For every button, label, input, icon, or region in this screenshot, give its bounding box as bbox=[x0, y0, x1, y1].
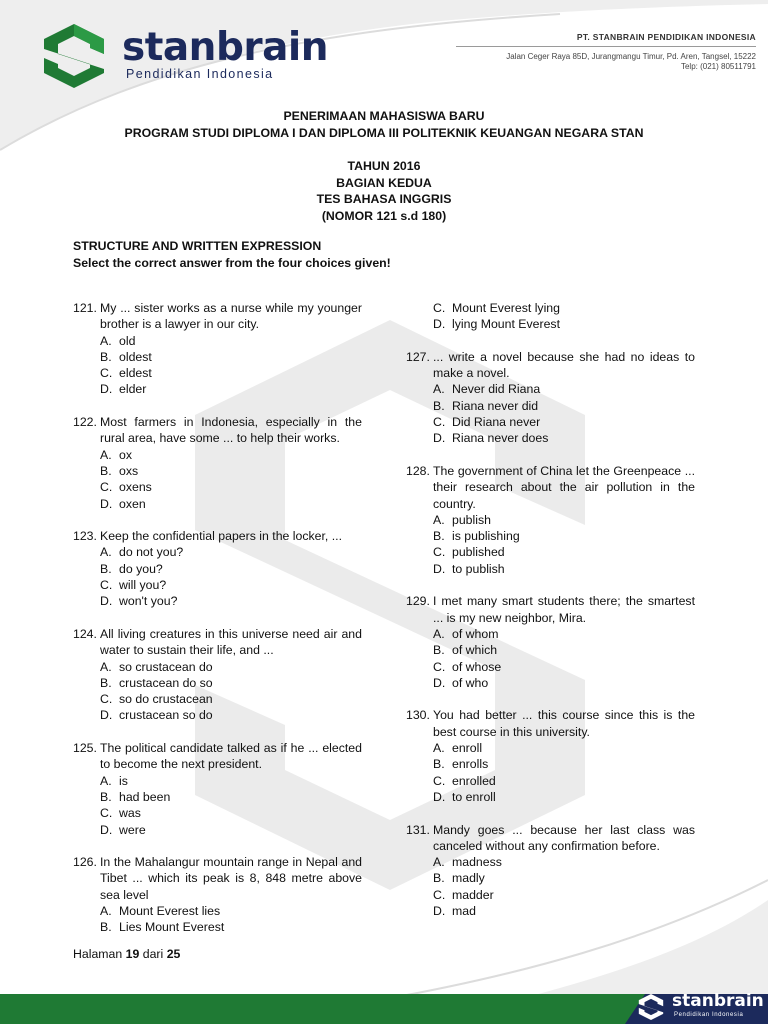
option-letter: C. bbox=[433, 415, 446, 430]
answer-option bbox=[406, 544, 696, 560]
question-stem bbox=[73, 528, 363, 544]
question-item bbox=[73, 626, 363, 724]
question-number: 126. bbox=[73, 855, 97, 870]
option-text: Riana never did bbox=[452, 398, 539, 413]
answer-option bbox=[406, 414, 696, 430]
option-text: madly bbox=[452, 871, 485, 886]
option-letter: A. bbox=[433, 741, 445, 756]
title-year: TAHUN 2016 bbox=[347, 159, 421, 173]
brand-logo bbox=[42, 22, 332, 92]
section-heading bbox=[73, 238, 391, 271]
option-letter: C. bbox=[433, 659, 446, 674]
option-letter: B. bbox=[100, 920, 112, 935]
answer-option bbox=[406, 870, 696, 886]
option-letter: A. bbox=[100, 903, 112, 918]
option-letter: D. bbox=[433, 317, 446, 332]
answer-option bbox=[406, 512, 696, 528]
answer-option bbox=[73, 675, 363, 691]
answer-option bbox=[406, 642, 696, 658]
option-text: ox bbox=[119, 447, 132, 462]
answer-option bbox=[73, 903, 363, 919]
question-item bbox=[73, 300, 363, 398]
option-text: of who bbox=[452, 675, 489, 690]
answer-option bbox=[406, 381, 696, 397]
question-number: 121. bbox=[73, 301, 97, 315]
answer-option bbox=[73, 789, 363, 805]
option-letter: C. bbox=[433, 545, 446, 560]
option-text: madness bbox=[452, 855, 502, 870]
question-text: Keep the confidential papers in the locker, ... bbox=[100, 529, 342, 544]
answer-option bbox=[406, 528, 696, 544]
option-text: is bbox=[119, 773, 128, 788]
section-title: STRUCTURE AND WRITTEN EXPRESSION bbox=[73, 239, 322, 253]
question-text: In the Mahalangur mountain range in Nepal and Tibet ... which its peak is 8, 848 metre above sea level bbox=[100, 855, 362, 902]
option-letter: B. bbox=[100, 561, 112, 576]
option-letter: A. bbox=[433, 382, 445, 397]
option-text: enroll bbox=[452, 741, 483, 756]
answer-option bbox=[73, 773, 363, 789]
option-text: Mount Everest lies bbox=[119, 903, 221, 918]
option-text: so crustacean do bbox=[119, 659, 213, 674]
option-text: old bbox=[119, 333, 136, 348]
answer-option bbox=[406, 903, 696, 919]
option-letter: D. bbox=[433, 561, 446, 576]
answer-option bbox=[73, 479, 363, 495]
option-text: Mount Everest lying bbox=[452, 301, 560, 315]
question-item bbox=[73, 740, 363, 838]
question-item bbox=[73, 854, 363, 935]
answer-option bbox=[73, 707, 363, 723]
question-number: 129. bbox=[406, 594, 430, 609]
answer-option bbox=[406, 740, 696, 756]
option-text: was bbox=[119, 806, 141, 821]
option-letter: B. bbox=[100, 349, 112, 364]
answer-option bbox=[406, 300, 696, 316]
question-item bbox=[406, 822, 696, 920]
option-text: to publish bbox=[452, 561, 505, 576]
option-text: enrolls bbox=[452, 757, 489, 772]
option-text: Lies Mount Everest bbox=[119, 920, 225, 935]
option-letter: A. bbox=[433, 626, 445, 641]
answer-option bbox=[73, 659, 363, 675]
option-text: of whose bbox=[452, 659, 502, 674]
question-item bbox=[406, 593, 696, 691]
option-letter: C. bbox=[433, 773, 446, 788]
option-letter: B. bbox=[100, 675, 112, 690]
question-item bbox=[406, 463, 696, 577]
answer-option bbox=[406, 398, 696, 414]
page-number bbox=[73, 947, 180, 961]
question-stem bbox=[73, 854, 363, 903]
option-text: publish bbox=[452, 512, 491, 527]
answer-option bbox=[73, 349, 363, 365]
question-text: All living creatures in this universe need air and water to sustain their life, and ... bbox=[100, 626, 362, 658]
option-letter: B. bbox=[100, 463, 112, 478]
option-text: do you? bbox=[119, 561, 163, 576]
answer-option bbox=[73, 919, 363, 935]
option-letter: D. bbox=[433, 903, 446, 918]
question-text: The political candidate talked as if he ... elected to become the next president. bbox=[100, 741, 362, 772]
option-text: do not you? bbox=[119, 545, 184, 560]
page-total: 25 bbox=[166, 947, 181, 961]
answer-option bbox=[73, 593, 363, 609]
option-text: Did Riana never bbox=[452, 415, 541, 430]
option-letter: B. bbox=[100, 789, 112, 804]
option-text: crustacean do so bbox=[119, 675, 213, 690]
option-text: madder bbox=[452, 887, 494, 902]
answer-option bbox=[406, 430, 696, 446]
footer-brand-subtitle: Pendidikan Indonesia bbox=[674, 1012, 744, 1018]
answer-option bbox=[406, 675, 696, 691]
question-item bbox=[406, 349, 696, 447]
question-text: My ... sister works as a nurse while my younger brother is a lawyer in our city. bbox=[100, 301, 362, 332]
option-text: of whom bbox=[452, 626, 499, 641]
question-stem bbox=[406, 593, 696, 626]
option-text: crustacean so do bbox=[119, 708, 213, 723]
title-test: TES BAHASA INGGRIS bbox=[316, 192, 452, 206]
answer-option bbox=[73, 822, 363, 838]
option-text: of which bbox=[452, 643, 498, 658]
left-question-column bbox=[73, 300, 363, 952]
option-letter: D. bbox=[100, 382, 113, 397]
question-number: 122. bbox=[73, 415, 97, 430]
question-text: I met many smart students there; the smartest ... is my new neighbor, Mira. bbox=[433, 594, 695, 625]
option-text: eldest bbox=[119, 366, 152, 381]
option-text: had been bbox=[119, 789, 171, 804]
answer-option bbox=[73, 691, 363, 707]
answer-option bbox=[406, 887, 696, 903]
question-text: Mandy goes ... because her last class was canceled without any confirmation before. bbox=[433, 822, 695, 853]
answer-option bbox=[73, 577, 363, 593]
option-text: won't you? bbox=[119, 594, 178, 609]
answer-option bbox=[73, 544, 363, 560]
question-number: 123. bbox=[73, 529, 97, 544]
answer-option bbox=[73, 333, 363, 349]
answer-option bbox=[73, 805, 363, 821]
option-letter: D. bbox=[433, 789, 446, 804]
option-letter: C. bbox=[100, 366, 113, 381]
option-text: oldest bbox=[119, 349, 152, 364]
answer-option bbox=[73, 447, 363, 463]
answer-option bbox=[406, 854, 696, 870]
option-letter: C. bbox=[433, 887, 446, 902]
answer-option bbox=[406, 773, 696, 789]
question-stem bbox=[73, 414, 363, 447]
answer-option bbox=[406, 316, 696, 332]
option-letter: D. bbox=[100, 594, 113, 609]
option-letter: B. bbox=[433, 643, 445, 658]
question-item bbox=[406, 707, 696, 805]
section-instruction: Select the correct answer from the four choices given! bbox=[73, 255, 391, 270]
answer-option bbox=[406, 756, 696, 772]
question-stem bbox=[406, 707, 696, 740]
option-text: to enroll bbox=[452, 789, 496, 804]
question-text: You had better ... this course since this is the best course in this university. bbox=[433, 708, 695, 739]
question-stem bbox=[406, 463, 696, 512]
footer-brand-wordmark: stanbrain bbox=[672, 991, 764, 1011]
option-letter: D. bbox=[433, 675, 446, 690]
question-stem bbox=[73, 300, 363, 333]
answer-option bbox=[73, 381, 363, 397]
footer-stanbrain-s-icon bbox=[636, 994, 666, 1020]
option-letter: D. bbox=[100, 822, 113, 837]
option-letter: B. bbox=[433, 529, 445, 544]
company-address: Jalan Ceger Raya 85D, Jurangmangu Timur, Pd. Aren, Tangsel, 15222 bbox=[506, 52, 756, 61]
question-number: 124. bbox=[73, 626, 97, 641]
option-letter: A. bbox=[100, 447, 112, 462]
option-text: so do crustacean bbox=[119, 692, 213, 707]
page-prefix: Halaman bbox=[73, 947, 123, 961]
question-number: 127. bbox=[406, 349, 430, 364]
option-letter: B. bbox=[433, 757, 445, 772]
option-letter: A. bbox=[100, 545, 112, 560]
option-letter: A. bbox=[433, 855, 445, 870]
company-divider bbox=[456, 46, 756, 47]
company-phone: Telp: (021) 80511791 bbox=[680, 62, 756, 71]
answer-option bbox=[73, 561, 363, 577]
question-126-continued bbox=[406, 300, 696, 333]
answer-option bbox=[73, 463, 363, 479]
question-text: ... write a novel because she had no ideas to make a novel. bbox=[433, 349, 695, 381]
brand-wordmark: stanbrain bbox=[122, 25, 329, 70]
option-letter: A. bbox=[100, 333, 112, 348]
answer-option bbox=[73, 365, 363, 381]
stanbrain-s-icon bbox=[42, 24, 106, 88]
option-letter: B. bbox=[433, 871, 445, 886]
answer-option bbox=[406, 659, 696, 675]
option-letter: C. bbox=[100, 692, 113, 707]
option-letter: D. bbox=[100, 496, 113, 511]
question-number: 125. bbox=[73, 741, 97, 756]
option-letter: C. bbox=[100, 578, 113, 593]
option-letter: A. bbox=[433, 512, 445, 527]
question-item bbox=[73, 414, 363, 512]
page-mid: dari bbox=[142, 947, 164, 961]
option-text: oxs bbox=[119, 463, 139, 478]
option-letter: A. bbox=[100, 773, 112, 788]
question-text: Most farmers in Indonesia, especially in the rural area, have some ... to help their works. bbox=[100, 415, 362, 446]
option-text: Never did Riana bbox=[452, 382, 541, 397]
option-text: published bbox=[452, 545, 505, 560]
answer-option bbox=[406, 789, 696, 805]
option-text: lying Mount Everest bbox=[452, 317, 560, 332]
question-stem bbox=[73, 740, 363, 773]
option-letter: D. bbox=[100, 708, 113, 723]
title-line-2: PROGRAM STUDI DIPLOMA I DAN DIPLOMA III POLITEKNIK KEUANGAN NEGARA STAN bbox=[124, 125, 644, 140]
option-letter: D. bbox=[433, 431, 446, 446]
option-text: enrolled bbox=[452, 773, 496, 788]
option-text: oxen bbox=[119, 496, 146, 511]
option-text: oxens bbox=[119, 480, 152, 495]
company-info bbox=[456, 32, 756, 72]
question-item bbox=[73, 528, 363, 609]
title-part: BAGIAN KEDUA bbox=[336, 175, 432, 190]
title-range: (NOMOR 121 s.d 180) bbox=[321, 208, 447, 223]
question-number: 131. bbox=[406, 822, 430, 837]
answer-option bbox=[406, 561, 696, 577]
title-line-1: PENERIMAAN MAHASISWA BARU bbox=[283, 109, 485, 123]
question-text: The government of China let the Greenpeace ... their research about the air pollution in the country. bbox=[433, 463, 695, 511]
company-name: PT. STANBRAIN PENDIDIKAN INDONESIA bbox=[576, 32, 756, 42]
document-titles bbox=[0, 108, 768, 224]
question-stem bbox=[73, 626, 363, 659]
option-letter: C. bbox=[100, 480, 113, 495]
option-text: Riana never does bbox=[452, 431, 549, 446]
page-current: 19 bbox=[125, 947, 140, 961]
option-letter: C. bbox=[433, 301, 446, 315]
brand-subtitle: Pendidikan Indonesia bbox=[126, 67, 274, 81]
answer-option bbox=[406, 626, 696, 642]
question-number: 130. bbox=[406, 708, 430, 723]
right-question-column bbox=[406, 300, 696, 936]
option-text: elder bbox=[119, 382, 147, 397]
option-text: is publishing bbox=[452, 529, 520, 544]
option-text: were bbox=[119, 822, 146, 837]
question-stem bbox=[406, 349, 696, 382]
option-text: will you? bbox=[119, 578, 167, 593]
option-letter: A. bbox=[100, 659, 112, 674]
option-letter: B. bbox=[433, 398, 445, 413]
option-letter: C. bbox=[100, 806, 113, 821]
question-number: 128. bbox=[406, 463, 430, 478]
question-stem bbox=[406, 822, 696, 855]
option-text: mad bbox=[452, 903, 476, 918]
answer-option bbox=[73, 496, 363, 512]
